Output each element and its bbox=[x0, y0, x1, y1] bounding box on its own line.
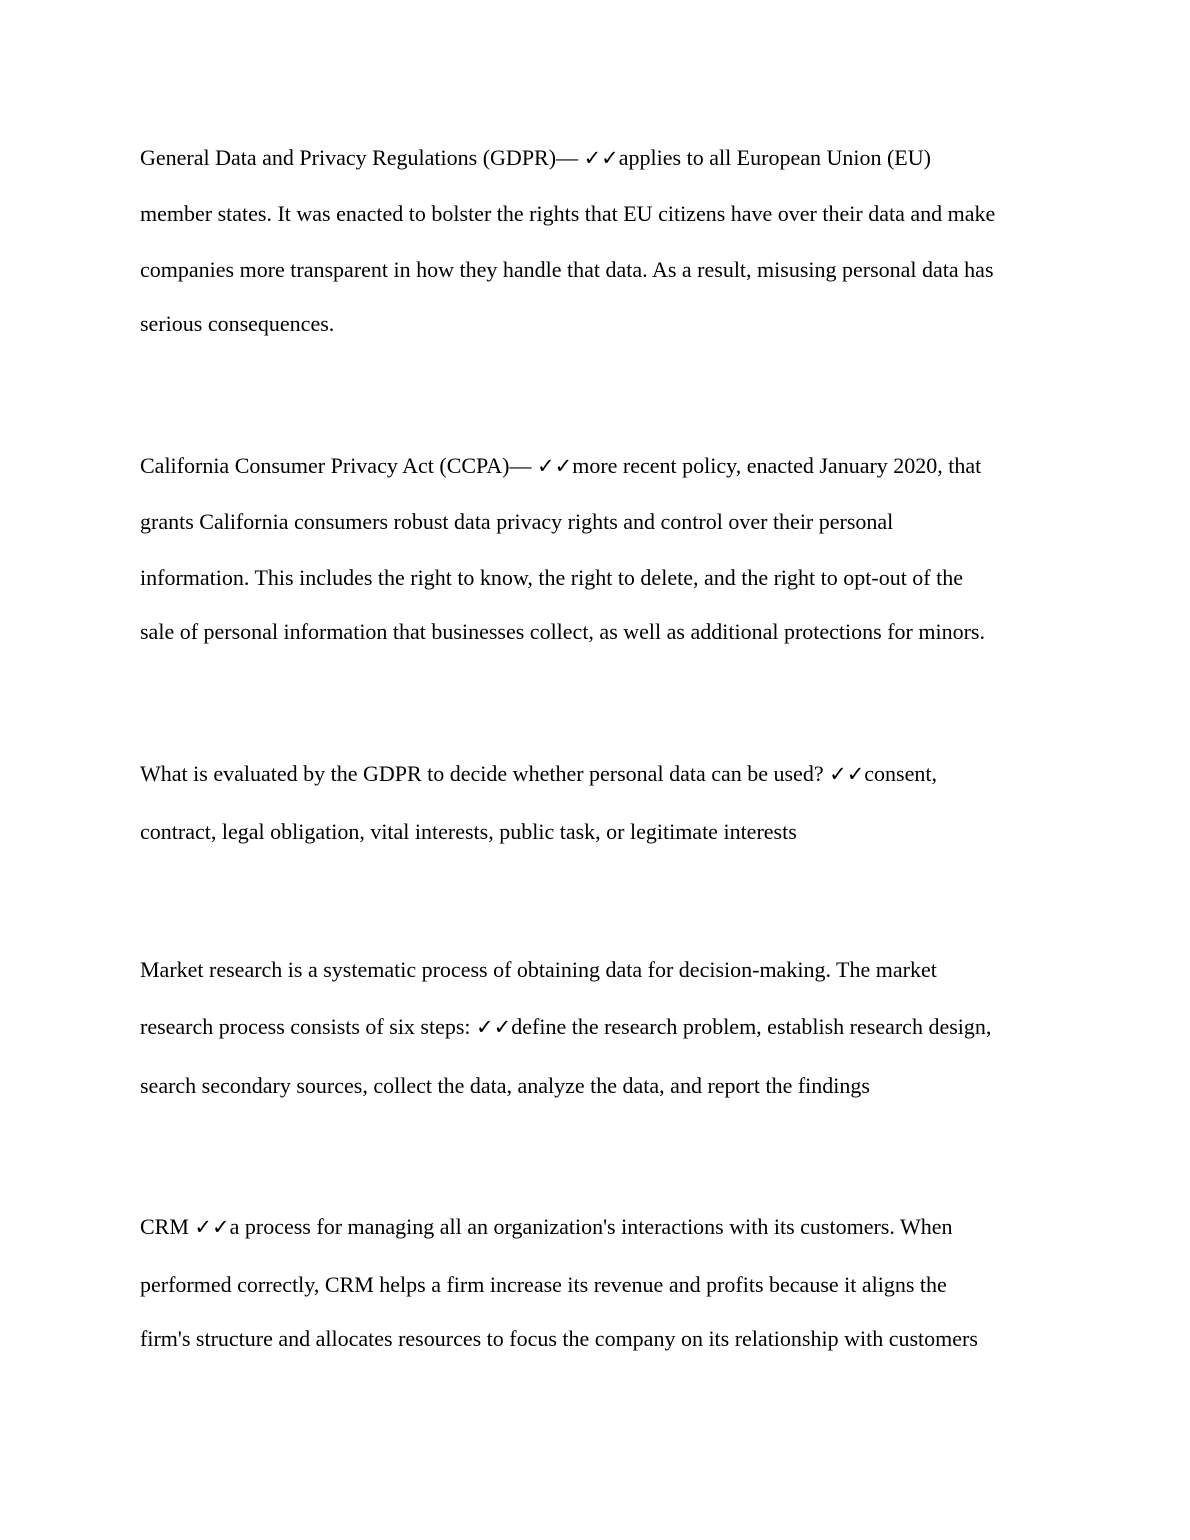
entry-line bbox=[140, 759, 1060, 817]
entry-term: What is evaluated by the GDPR to decide whether personal data can be used? bbox=[140, 761, 830, 786]
entry-line: search secondary sources, collect the data, analyze the data, and report the findings bbox=[140, 1073, 870, 1098]
entry-line: information. This includes the right to know, the right to delete, and the right to opt-out of the bbox=[140, 565, 964, 590]
entry-gdpr bbox=[140, 143, 1060, 365]
entry-line bbox=[140, 1212, 1060, 1270]
double-check-icon: ✓✓ bbox=[194, 1215, 230, 1239]
entry-line: grants California consumers robust data privacy rights and control over their personal bbox=[140, 509, 894, 534]
entry-line: sale of personal information that businesses collect, as well as additional protections for minors. bbox=[140, 619, 985, 644]
entry-line bbox=[140, 451, 1060, 507]
entry-line bbox=[140, 1012, 1060, 1071]
entry-definition: define the research problem, establish research design, bbox=[511, 1014, 992, 1039]
double-check-icon: ✓✓ bbox=[476, 1015, 512, 1039]
entry-line: Market research is a systematic process of obtaining data for decision-making. The market bbox=[140, 957, 937, 982]
entry-definition: consent, bbox=[864, 761, 937, 786]
double-check-icon: ✓✓ bbox=[537, 454, 573, 478]
entry-line: companies more transparent in how they handle that data. As a result, misusing personal data has bbox=[140, 257, 994, 282]
entry-line bbox=[140, 143, 1060, 199]
entry-term: California Consumer Privacy Act (CCPA)— bbox=[140, 453, 537, 478]
entry-line: member states. It was enacted to bolster the rights that EU citizens have over their data and make bbox=[140, 201, 996, 226]
entry-definition: a process for managing all an organization's interactions with its customers. When bbox=[229, 1214, 953, 1239]
entry-line: firm's structure and allocates resources to focus the company on its relationship with customers bbox=[140, 1326, 978, 1351]
entry-crm bbox=[140, 1212, 1060, 1380]
entry-term: CRM bbox=[140, 1214, 195, 1239]
entry-line: contract, legal obligation, vital interests, public task, or legitimate interests bbox=[140, 819, 797, 844]
entry-definition: applies to all European Union (EU) bbox=[618, 145, 931, 170]
entry-line: serious consequences. bbox=[140, 311, 335, 336]
double-check-icon: ✓✓ bbox=[829, 762, 865, 786]
entry-line: performed correctly, CRM helps a firm increase its revenue and profits because it aligns the bbox=[140, 1272, 947, 1297]
entry-definition: more recent policy, enacted January 2020, that bbox=[572, 453, 982, 478]
entry-term: General Data and Privacy Regulations (GDPR)— bbox=[140, 145, 584, 170]
entry-gdpr-evaluation bbox=[140, 759, 1060, 873]
entry-term: research process consists of six steps: bbox=[140, 1014, 477, 1039]
double-check-icon: ✓✓ bbox=[583, 146, 619, 170]
entry-market-research bbox=[140, 955, 1060, 1127]
entry-ccpa bbox=[140, 451, 1060, 673]
